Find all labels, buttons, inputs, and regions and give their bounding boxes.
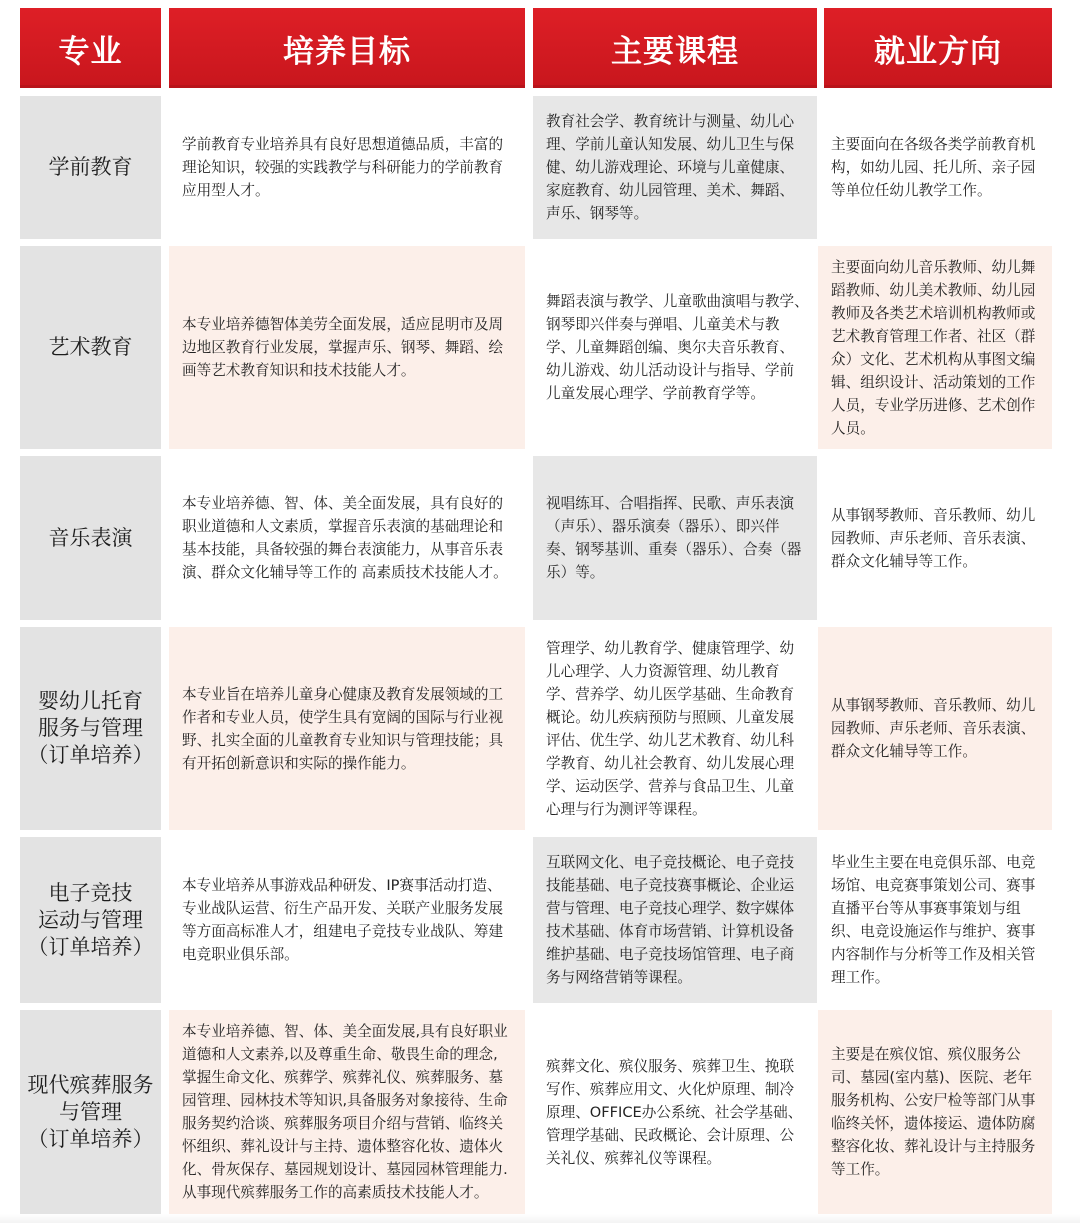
goal-text: 学前教育专业培养具有良好思想道德品质，丰富的理论知识，较强的实践教学与科研能力的学前教育应用型人才。	[182, 136, 504, 199]
goal-text: 本专业培养从事游戏品种研发、IP赛事活动打造、专业战队运营、衍生产品开发、关联产业服务发展等方面高标准人才，组建电子竞技专业战队、筹建电竞职业俱乐部。	[182, 877, 504, 963]
header-major: 专业	[20, 8, 161, 88]
table-row-major	[20, 627, 161, 830]
bottom-edge	[0, 1214, 1080, 1223]
career-cell	[818, 1010, 1052, 1214]
career-cell	[818, 627, 1052, 830]
goal-cell	[169, 456, 525, 620]
career-text: 毕业生主要在电竞俱乐部、电竞场馆、电竞赛事策划公司、赛事直播平台等从事赛事策划与组织、电竞设施运作与维护、赛事内容制作与分析等工作及相关管理工作。	[831, 854, 1036, 986]
career-cell	[818, 96, 1052, 239]
courses-cell	[533, 96, 817, 239]
career-text: 主要是在殡仪馆、殡仪服务公司、墓园(室内墓)、医院、老年服务机构、公安尸检等部门从事临终关怀，遗体接运、遗体防腐整容化妆、葬礼设计与主持服务等工作。	[831, 1046, 1036, 1178]
goal-cell	[169, 246, 525, 449]
major-label: 学前教育	[48, 155, 133, 179]
table-row-major	[20, 837, 161, 1003]
career-text: 从事钢琴教师、音乐教师、幼儿园教师、声乐老师、音乐表演、群众文化辅导等工作。	[831, 697, 1036, 760]
goal-text: 本专业培养德、智、体、美全面发展,具有良好职业道德和人文素养,以及尊重生命、敬畏生命的理念,掌握生命文化、殡葬学、殡葬礼仪、殡葬服务、墓园管理、园林技术等知识,具备服务对象接待、生命服务契约洽谈、殡葬服务项目介绍与营销、临终关怀组织、葬礼设计与主持、遗体整容化妆、遗体火化、骨灰保存、墓园规划设计、墓园园林管理能力.从事现代殡葬服务工作的高素质技术技能人才。	[182, 1023, 508, 1201]
courses-text: 管理学、幼儿教育学、健康管理学、幼儿心理学、人力资源管理、幼儿教育学、营养学、幼儿医学基础、生命教育概论。幼儿疾病预防与照顾、儿童发展评估、优生学、幼儿艺术教育、幼儿科学教育、幼儿社会教育、幼儿发展心理学、运动医学、营养与食品卫生、儿童心理与行为测评等课程。	[546, 639, 795, 818]
major-label: 现代殡葬服务 与管理 （订单培养）	[27, 1072, 154, 1151]
career-text: 从事钢琴教师、音乐教师、幼儿园教师、声乐老师、音乐表演、群众文化辅导等工作。	[831, 506, 1036, 570]
major-label: 艺术教育	[48, 335, 133, 359]
courses-text: 互联网文化、电子竞技概论、电子竞技技能基础、电子竞技赛事概论、企业运营与管理、电子竞技心理学、数字媒体技术基础、体育市场营销、计算机设备维护基础、电子竞技场馆管理、电子商务与网络营销等课程。	[546, 854, 795, 986]
courses-cell	[533, 456, 817, 620]
courses-text: 教育社会学、教育统计与测量、幼儿心理、学前儿童认知发展、幼儿卫生与保健、幼儿游戏理论、环境与儿童健康、家庭教育、幼儿园管理、美术、舞蹈、声乐、钢琴等。	[546, 113, 795, 222]
major-label: 电子竞技 运动与管理 （订单培养）	[27, 880, 154, 959]
table-row-major	[20, 456, 161, 620]
career-text: 主要面向幼儿音乐教师、幼儿舞蹈教师、幼儿美术教师、幼儿园教师及各类艺术培训机构教师或艺术教育管理工作者、社区（群众）文化、艺术机构从事图文编辑、组织设计、活动策划的工作人员，专业学历进修、艺术创作人员。	[831, 258, 1036, 437]
courses-cell	[533, 1010, 817, 1214]
goal-text: 本专业培养德、智、体、美全面发展，具有良好的职业道德和人文素质，掌握音乐表演的基础理论和基本技能，具备较强的舞台表演能力，从事音乐表演、群众文化辅导等工作的 高素质技术技能人才。	[182, 495, 508, 581]
courses-cell	[533, 837, 817, 1003]
courses-cell	[533, 246, 817, 449]
major-label: 音乐表演	[48, 525, 133, 550]
goal-cell	[169, 96, 525, 239]
career-cell	[818, 456, 1052, 620]
courses-cell	[533, 627, 817, 830]
table-row-major	[20, 246, 161, 449]
goal-cell	[169, 1010, 525, 1214]
header-career: 就业方向	[824, 8, 1052, 88]
goal-text: 本专业培养德智体美劳全面发展，适应昆明市及周边地区教育行业发展，掌握声乐、钢琴、舞蹈、绘画等艺术教育知识和技术技能人才。	[182, 316, 504, 379]
table-row-major	[20, 96, 161, 239]
career-cell	[818, 246, 1052, 449]
table-row-major	[20, 1010, 161, 1214]
goal-cell	[169, 837, 525, 1003]
header-goal: 培养目标	[169, 8, 525, 88]
career-cell	[818, 837, 1052, 1003]
courses-text: 舞蹈表演与教学、儿童歌曲演唱与教学、 钢琴即兴伴奏与弹唱、儿童美术与教学、儿童舞蹈创编、奥尔夫音乐教育、幼儿游戏、幼儿活动设计与指导、学前儿童发展心理学、学前教育学等。	[546, 293, 816, 402]
career-text: 主要面向在各级各类学前教育机构，如幼儿园、托儿所、亲子园等单位任幼儿教学工作。	[831, 136, 1036, 199]
courses-text: 视唱练耳、合唱指挥、民歌、声乐表演（声乐）、器乐演奏（器乐）、即兴伴奏、钢琴基训、重奏（器乐）、合奏（器乐）等。	[546, 495, 802, 581]
major-label: 婴幼儿托育 服务与管理 （订单培养）	[27, 689, 154, 767]
header-courses: 主要课程	[533, 8, 817, 88]
goal-text: 本专业旨在培养儿童身心健康及教育发展领域的工作者和专业人员，使学生具有宽阔的国际与行业视野、扎实全面的儿童教育专业知识与管理技能；具有开拓创新意识和实际的操作能力。	[182, 685, 504, 772]
goal-cell	[169, 627, 525, 830]
courses-text: 殡葬文化、殡仪服务、殡葬卫生、挽联写作、殡葬应用文、火化炉原理、制冷原理、OFFICE办公系统、社会学基础、管理学基础、民政概论、会计原理、公关礼仪、殡葬礼仪等课程。	[546, 1057, 803, 1167]
